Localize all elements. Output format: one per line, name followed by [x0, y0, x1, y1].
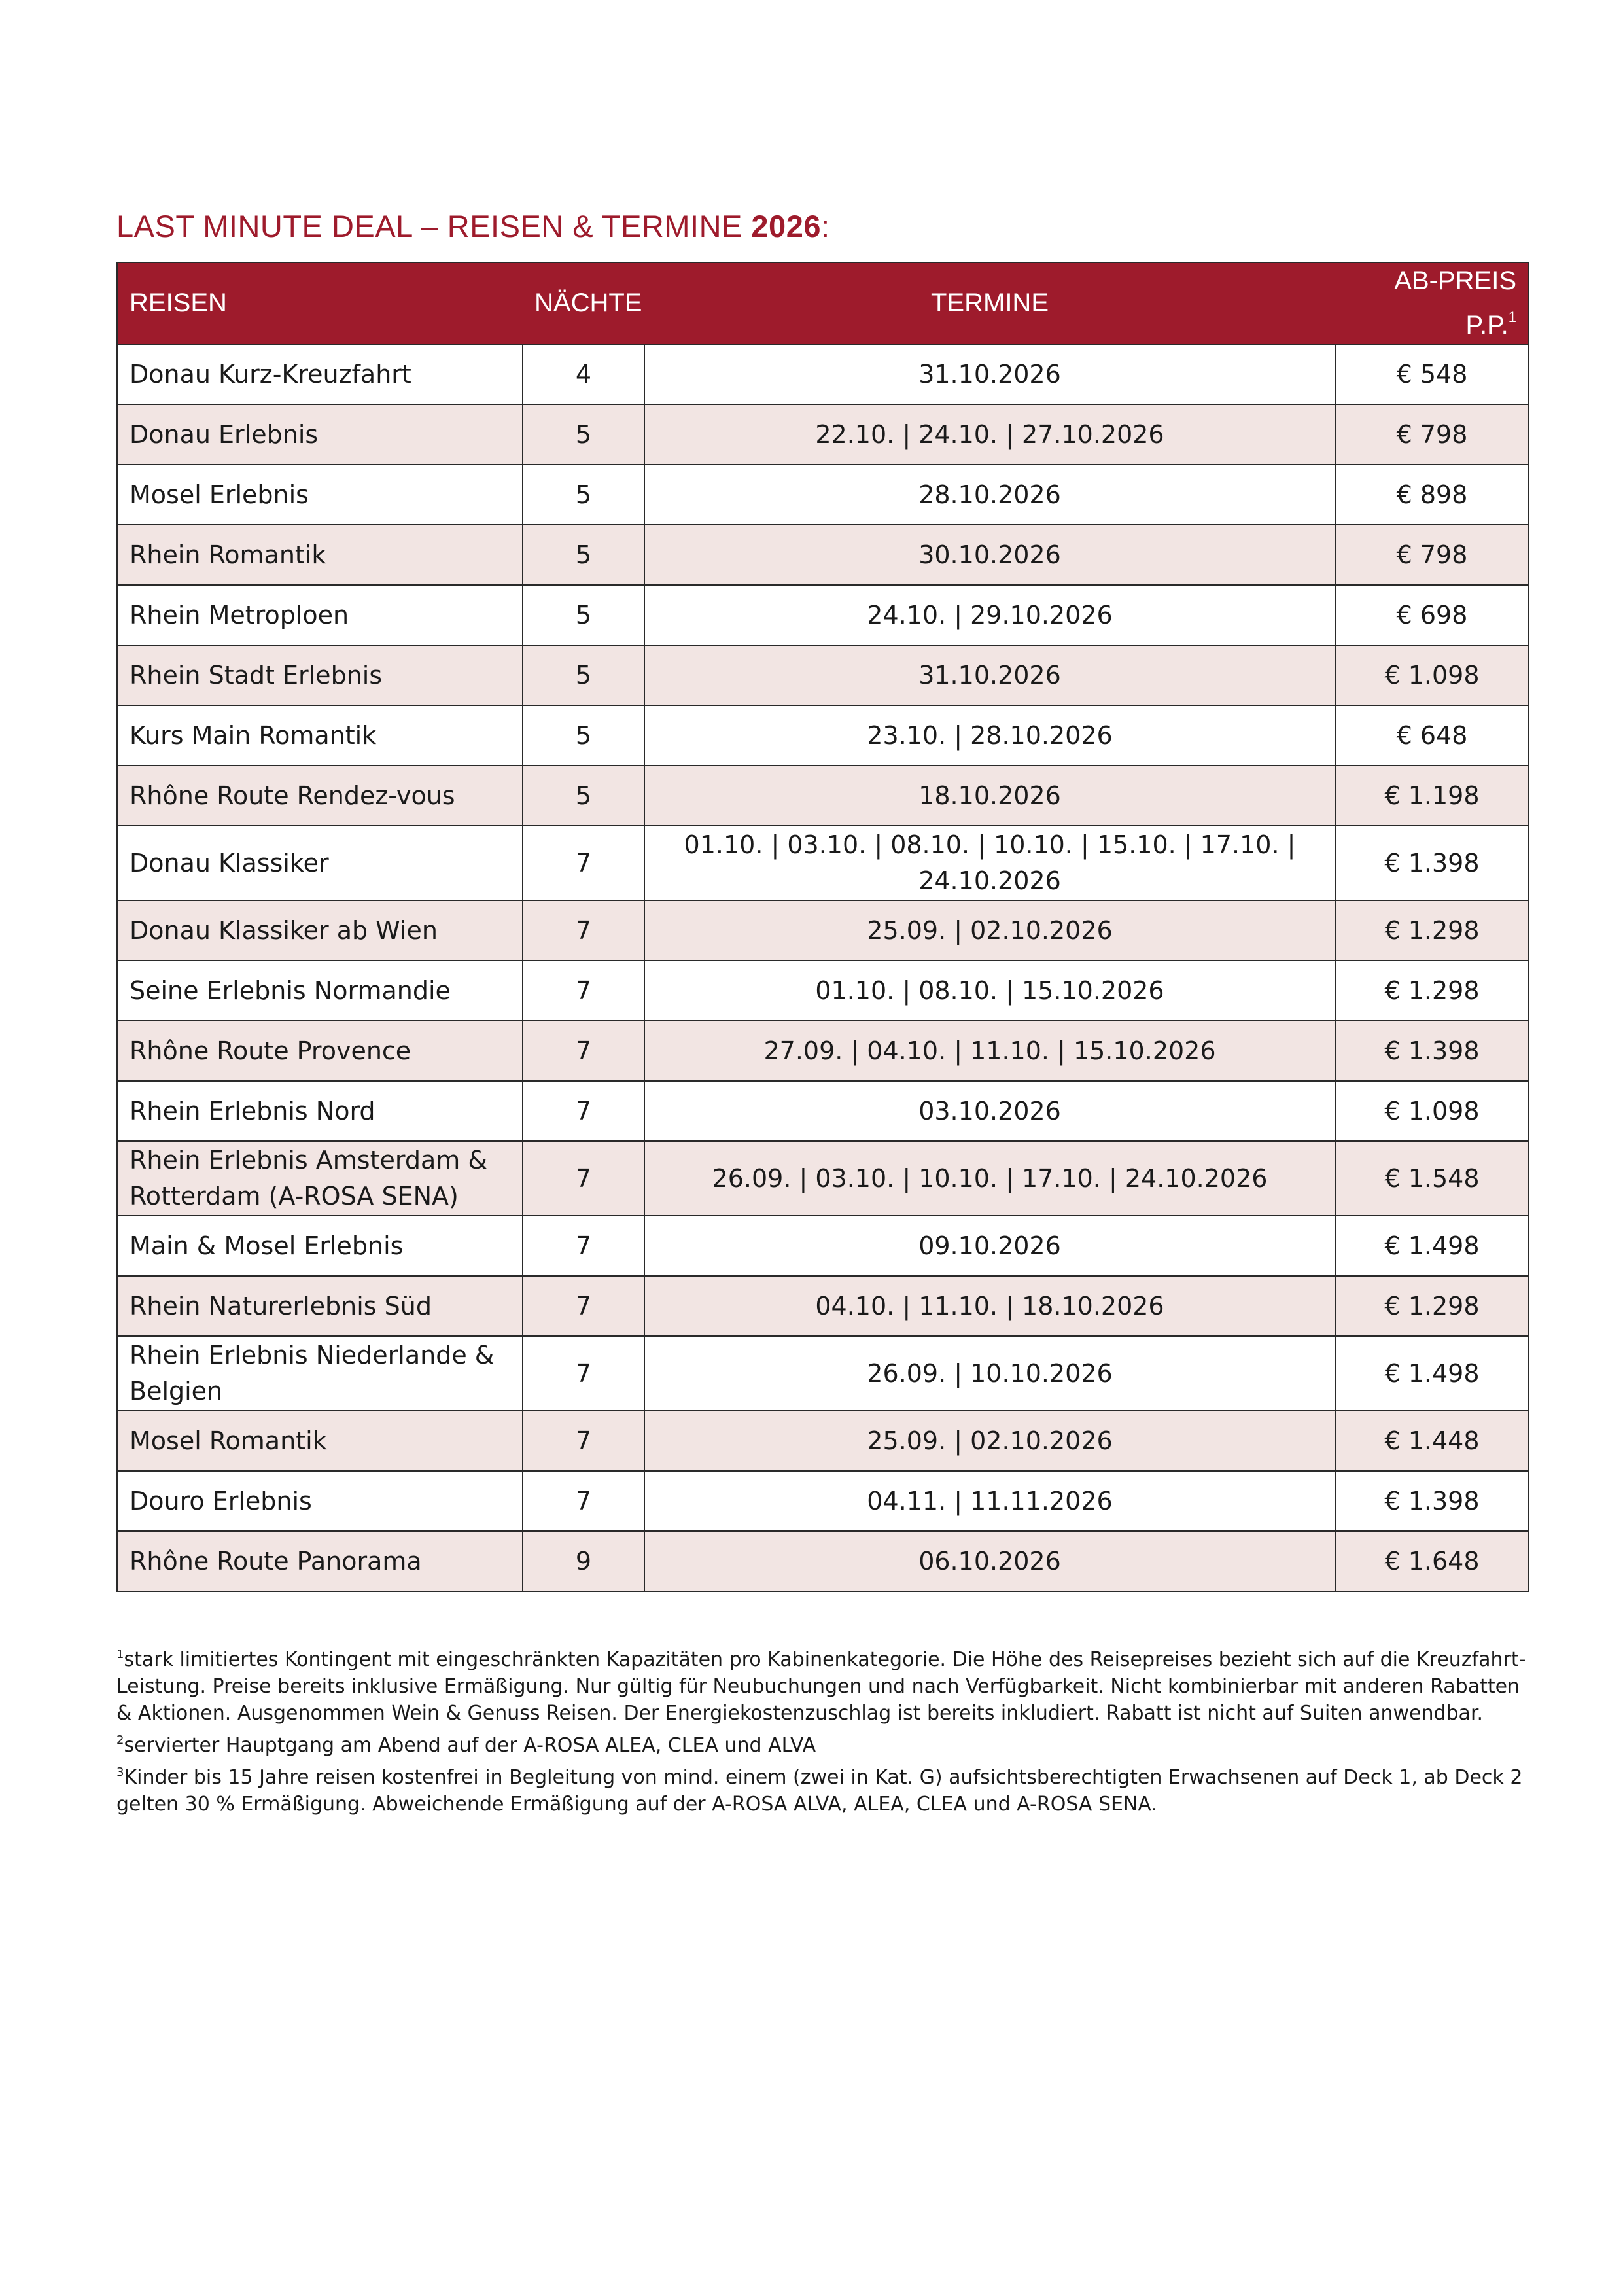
price-cell: € 1.498 [1335, 1216, 1529, 1276]
footnote-1-text: stark limitiertes Kontingent mit eingeschränkten Kapazitäten pro Kabinenkategorie. Die Höhe des Reisepreises bezieht sich auf die Kreuzfahrt-Leistung. Preise bereits inklusive Ermäßigung. Nur gültig für Neubuchungen und nach Verfügbarkeit. Nicht kombinierbar mit anderen Rabatten & Aktionen. Ausgenommen Wein & Genuss Reisen. Der Energiekostenzuschlag ist bereits inkludiert. Rabatt ist nicht auf Suiten anwendbar. [116, 1648, 1526, 1725]
table-row [117, 1276, 1529, 1336]
table-row [117, 705, 1529, 766]
price-cell: € 1.398 [1335, 826, 1529, 900]
dates-cell: 09.10.2026 [644, 1216, 1335, 1276]
trip-name-cell: Rhein Metroploen [117, 585, 523, 645]
price-cell: € 898 [1335, 465, 1529, 525]
dates-cell: 27.09. | 04.10. | 11.10. | 15.10.2026 [644, 1021, 1335, 1081]
price-cell: € 798 [1335, 525, 1529, 585]
dates-cell: 30.10.2026 [644, 525, 1335, 585]
table-row [117, 1336, 1529, 1411]
trip-name-cell: Rhein Stadt Erlebnis [117, 645, 523, 705]
nights-cell: 7 [523, 826, 644, 900]
price-cell: € 1.298 [1335, 961, 1529, 1021]
footnote-3 [116, 1759, 1529, 1818]
nights-cell: 5 [523, 766, 644, 826]
table-row [117, 766, 1529, 826]
trip-name-cell: Mosel Erlebnis [117, 465, 523, 525]
header-termine: TERMINE [644, 262, 1335, 344]
price-cell: € 698 [1335, 585, 1529, 645]
table-row [117, 1081, 1529, 1141]
footnotes [116, 1641, 1529, 1818]
page-title-text: LAST MINUTE DEAL – REISEN & TERMINE [116, 209, 752, 243]
table-header-row [117, 262, 1529, 344]
dates-cell: 22.10. | 24.10. | 27.10.2026 [644, 404, 1335, 465]
trip-name-cell: Donau Erlebnis [117, 404, 523, 465]
trip-name-cell: Donau Klassiker [117, 826, 523, 900]
trip-name-cell: Rhône Route Provence [117, 1021, 523, 1081]
table-row [117, 645, 1529, 705]
nights-cell: 5 [523, 465, 644, 525]
nights-cell: 9 [523, 1531, 644, 1591]
table-row [117, 525, 1529, 585]
footnote-1-mark: 1 [116, 1648, 124, 1661]
header-preis-label: AB-PREIS P.P. [1394, 266, 1516, 340]
trip-name-cell: Rhein Romantik [117, 525, 523, 585]
trip-name-cell: Douro Erlebnis [117, 1471, 523, 1531]
trip-name-cell: Rhein Erlebnis Niederlande & Belgien [117, 1336, 523, 1411]
trip-name-cell: Rhein Naturerlebnis Süd [117, 1276, 523, 1336]
table-row [117, 1021, 1529, 1081]
nights-cell: 5 [523, 645, 644, 705]
price-cell: € 1.298 [1335, 1276, 1529, 1336]
dates-cell: 31.10.2026 [644, 344, 1335, 404]
table-row [117, 961, 1529, 1021]
table-row [117, 1141, 1529, 1216]
nights-cell: 4 [523, 344, 644, 404]
dates-cell: 31.10.2026 [644, 645, 1335, 705]
price-cell: € 1.098 [1335, 1081, 1529, 1141]
nights-cell: 5 [523, 705, 644, 766]
price-cell: € 1.648 [1335, 1531, 1529, 1591]
dates-cell: 01.10. | 08.10. | 15.10.2026 [644, 961, 1335, 1021]
price-cell: € 1.098 [1335, 645, 1529, 705]
trip-name-cell: Mosel Romantik [117, 1411, 523, 1471]
trip-name-cell: Kurs Main Romantik [117, 705, 523, 766]
nights-cell: 7 [523, 1336, 644, 1411]
price-cell: € 1.298 [1335, 900, 1529, 961]
dates-cell: 25.09. | 02.10.2026 [644, 900, 1335, 961]
trip-name-cell: Rhône Route Rendez-vous [117, 766, 523, 826]
page-title-colon: : [820, 209, 830, 243]
nights-cell: 5 [523, 585, 644, 645]
table-row [117, 1411, 1529, 1471]
footnote-2-text: servierter Hauptgang am Abend auf der A-ROSA ALEA, CLEA und ALVA [124, 1734, 816, 1757]
trip-name-cell: Donau Kurz-Kreuzfahrt [117, 344, 523, 404]
trip-name-cell: Seine Erlebnis Normandie [117, 961, 523, 1021]
price-cell: € 1.398 [1335, 1021, 1529, 1081]
page-title-year: 2026 [751, 209, 821, 243]
trip-name-cell: Donau Klassiker ab Wien [117, 900, 523, 961]
table-row [117, 1531, 1529, 1591]
price-cell: € 1.448 [1335, 1411, 1529, 1471]
dates-cell: 25.09. | 02.10.2026 [644, 1411, 1335, 1471]
table-row [117, 465, 1529, 525]
table-row [117, 344, 1529, 404]
dates-cell: 04.11. | 11.11.2026 [644, 1471, 1335, 1531]
dates-cell: 04.10. | 11.10. | 18.10.2026 [644, 1276, 1335, 1336]
dates-cell: 03.10.2026 [644, 1081, 1335, 1141]
table-row [117, 1216, 1529, 1276]
footnote-1 [116, 1641, 1529, 1727]
table-row [117, 585, 1529, 645]
nights-cell: 7 [523, 1471, 644, 1531]
table-row [117, 1471, 1529, 1531]
price-cell: € 548 [1335, 344, 1529, 404]
nights-cell: 7 [523, 900, 644, 961]
header-reisen: REISEN [117, 262, 523, 344]
price-cell: € 648 [1335, 705, 1529, 766]
price-cell: € 798 [1335, 404, 1529, 465]
footnote-2 [116, 1727, 1529, 1759]
nights-cell: 7 [523, 1276, 644, 1336]
nights-cell: 7 [523, 1141, 644, 1216]
dates-cell: 26.09. | 03.10. | 10.10. | 17.10. | 24.10.2026 [644, 1141, 1335, 1216]
page-title [116, 208, 830, 244]
trip-name-cell: Rhein Erlebnis Amsterdam & Rotterdam (A-ROSA SENA) [117, 1141, 523, 1216]
header-preis [1335, 262, 1529, 344]
table-body [117, 344, 1529, 1591]
dates-cell: 18.10.2026 [644, 766, 1335, 826]
table-row [117, 900, 1529, 961]
price-cell: € 1.198 [1335, 766, 1529, 826]
nights-cell: 5 [523, 404, 644, 465]
header-preis-footnote-mark: 1 [1508, 309, 1516, 325]
table-row [117, 404, 1529, 465]
dates-cell: 26.09. | 10.10.2026 [644, 1336, 1335, 1411]
dates-cell: 28.10.2026 [644, 465, 1335, 525]
footnote-3-text: Kinder bis 15 Jahre reisen kostenfrei in Begleitung von mind. einem (zwei in Kat. G) aufsichtsberechtigten Erwachsenen auf Deck 1, ab Deck 2 gelten 30 % Ermäßigung. Abweichende Ermäßigung auf der A-ROSA ALVA, ALEA, CLEA und A-ROSA SENA. [116, 1766, 1523, 1816]
dates-cell: 06.10.2026 [644, 1531, 1335, 1591]
nights-cell: 5 [523, 525, 644, 585]
header-naechte: NÄCHTE [523, 262, 644, 344]
footnote-2-mark: 2 [116, 1733, 124, 1747]
trip-name-cell: Main & Mosel Erlebnis [117, 1216, 523, 1276]
nights-cell: 7 [523, 1021, 644, 1081]
deals-table [116, 262, 1529, 1592]
trip-name-cell: Rhône Route Panorama [117, 1531, 523, 1591]
footnote-3-mark: 3 [116, 1765, 124, 1779]
nights-cell: 7 [523, 1216, 644, 1276]
dates-cell: 23.10. | 28.10.2026 [644, 705, 1335, 766]
nights-cell: 7 [523, 961, 644, 1021]
price-cell: € 1.498 [1335, 1336, 1529, 1411]
trip-name-cell: Rhein Erlebnis Nord [117, 1081, 523, 1141]
price-cell: € 1.548 [1335, 1141, 1529, 1216]
table-row [117, 826, 1529, 900]
dates-cell: 01.10. | 03.10. | 08.10. | 10.10. | 15.10. | 17.10. | 24.10.2026 [644, 826, 1335, 900]
nights-cell: 7 [523, 1081, 644, 1141]
dates-cell: 24.10. | 29.10.2026 [644, 585, 1335, 645]
price-cell: € 1.398 [1335, 1471, 1529, 1531]
nights-cell: 7 [523, 1411, 644, 1471]
